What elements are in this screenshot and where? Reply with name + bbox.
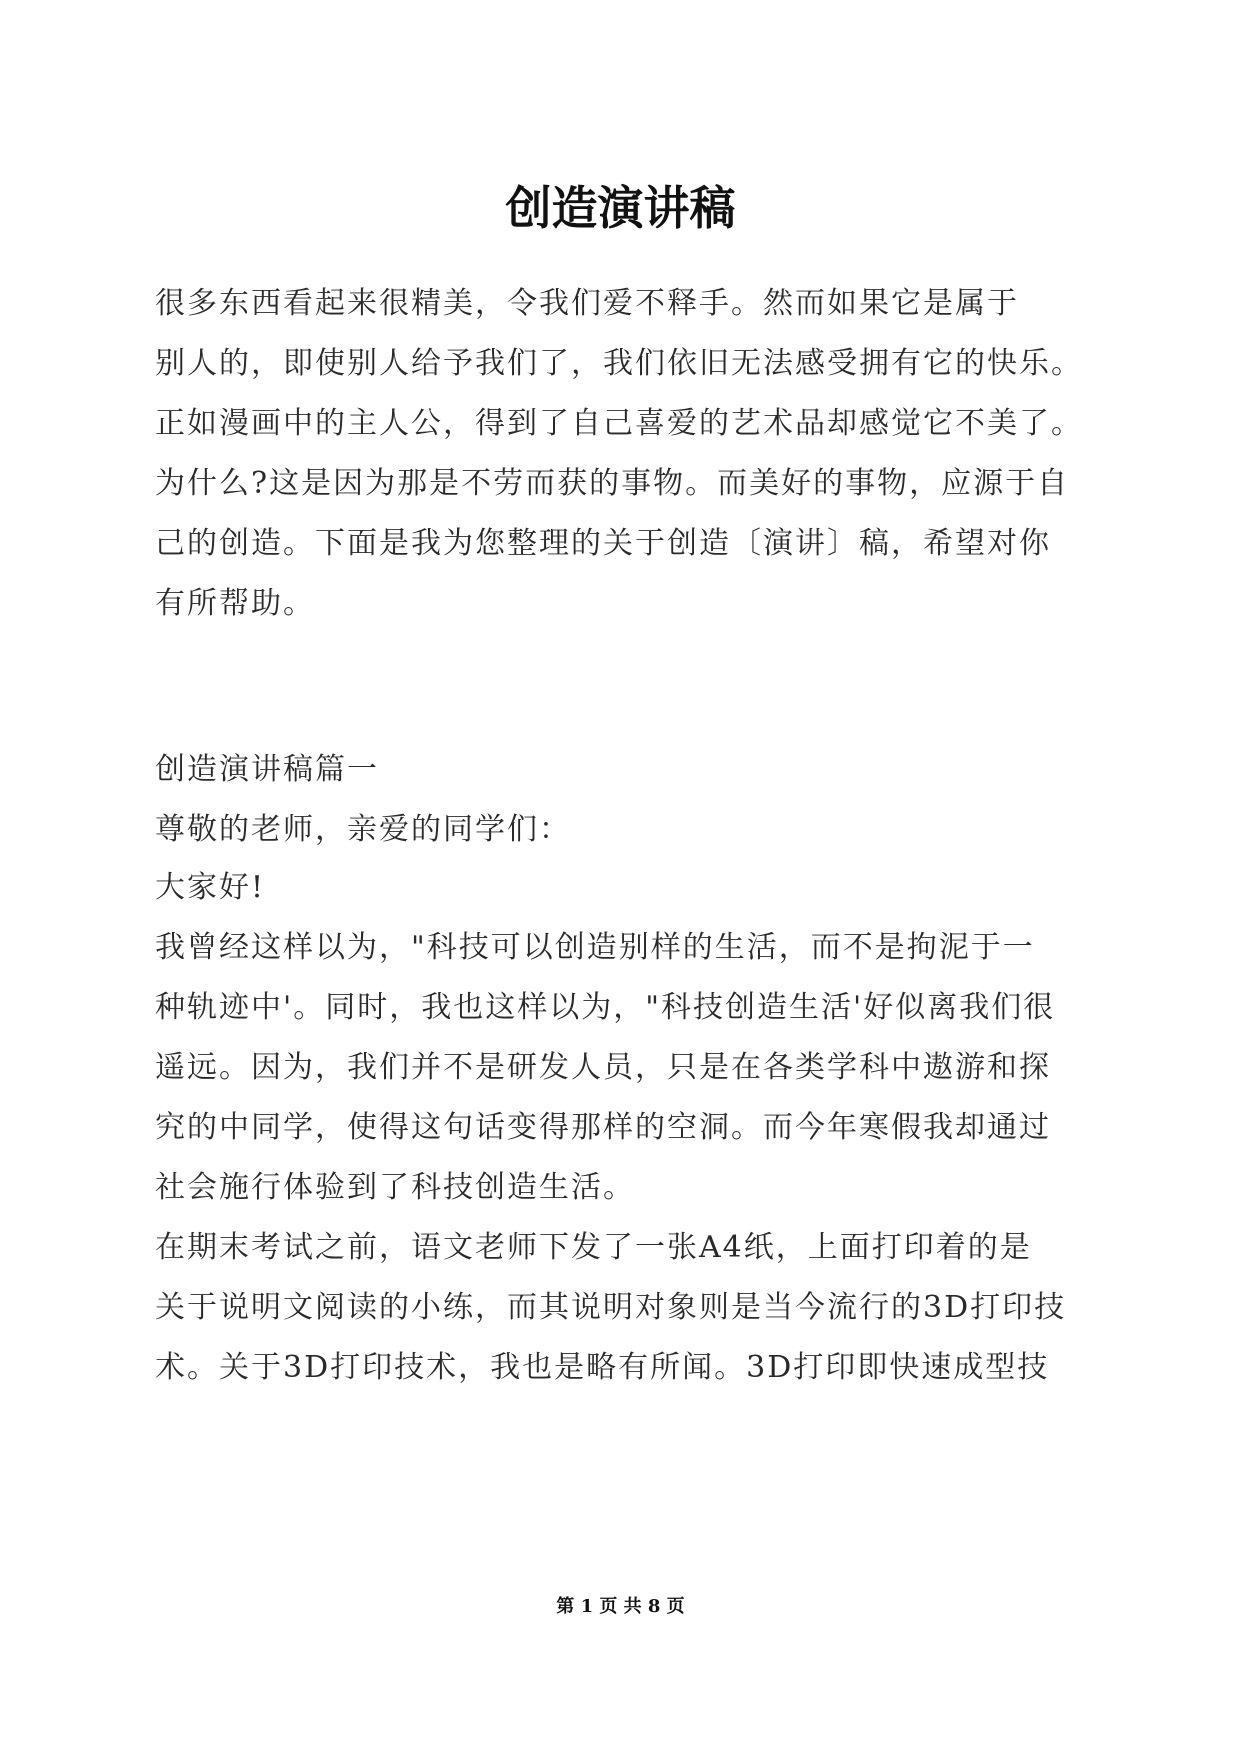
intro-line: 别人的，即使别人给予我们了，我们依旧无法感受拥有它的快乐。 — [155, 346, 1083, 381]
salutation: 尊敬的老师，亲爱的同学们： — [155, 812, 571, 847]
intro-line: 很多东西看起来很精美，令我们爱不释手。然而如果它是属于 — [155, 286, 1019, 321]
body-line: 关于说明文阅读的小练，而其说明对象则是当今流行的3D打印技 — [155, 1290, 1067, 1325]
intro-line: 为什么?这是因为那是不劳而获的事物。而美好的事物，应源于自 — [155, 466, 1070, 501]
body-line: 我曾经这样以为，"科技可以创造别样的生活，而不是拘泥于一 — [155, 930, 1035, 965]
body-line: 种轨迹中'。同时，我也这样以为，"科技创造生活'好似离我们很 — [155, 990, 1056, 1025]
greeting: 大家好! — [155, 870, 266, 905]
body-line: 遥远。因为，我们并不是研发人员，只是在各类学科中遨游和探 — [155, 1050, 1051, 1085]
intro-line: 己的创造。下面是我为您整理的关于创造〔演讲〕稿，希望对你 — [155, 526, 1051, 561]
body-line: 社会施行体验到了科技创造生活。 — [155, 1170, 635, 1205]
body-line: 在期末考试之前，语文老师下发了一张A4纸，上面打印着的是 — [155, 1230, 1032, 1265]
intro-line: 有所帮助。 — [155, 586, 315, 621]
body-line: 究的中同学，使得这句话变得那样的空洞。而今年寒假我却通过 — [155, 1110, 1051, 1145]
section-heading: 创造演讲稿篇一 — [155, 752, 379, 787]
page-footer: 第 1 页 共 8 页 — [556, 1596, 685, 1617]
body-line: 术。关于3D打印技术，我也是略有所闻。3D打印即快速成型技 — [155, 1350, 1050, 1385]
intro-line: 正如漫画中的主人公，得到了自己喜爱的艺术品却感觉它不美了。 — [155, 406, 1083, 441]
document-title: 创造演讲稿 — [505, 181, 736, 235]
